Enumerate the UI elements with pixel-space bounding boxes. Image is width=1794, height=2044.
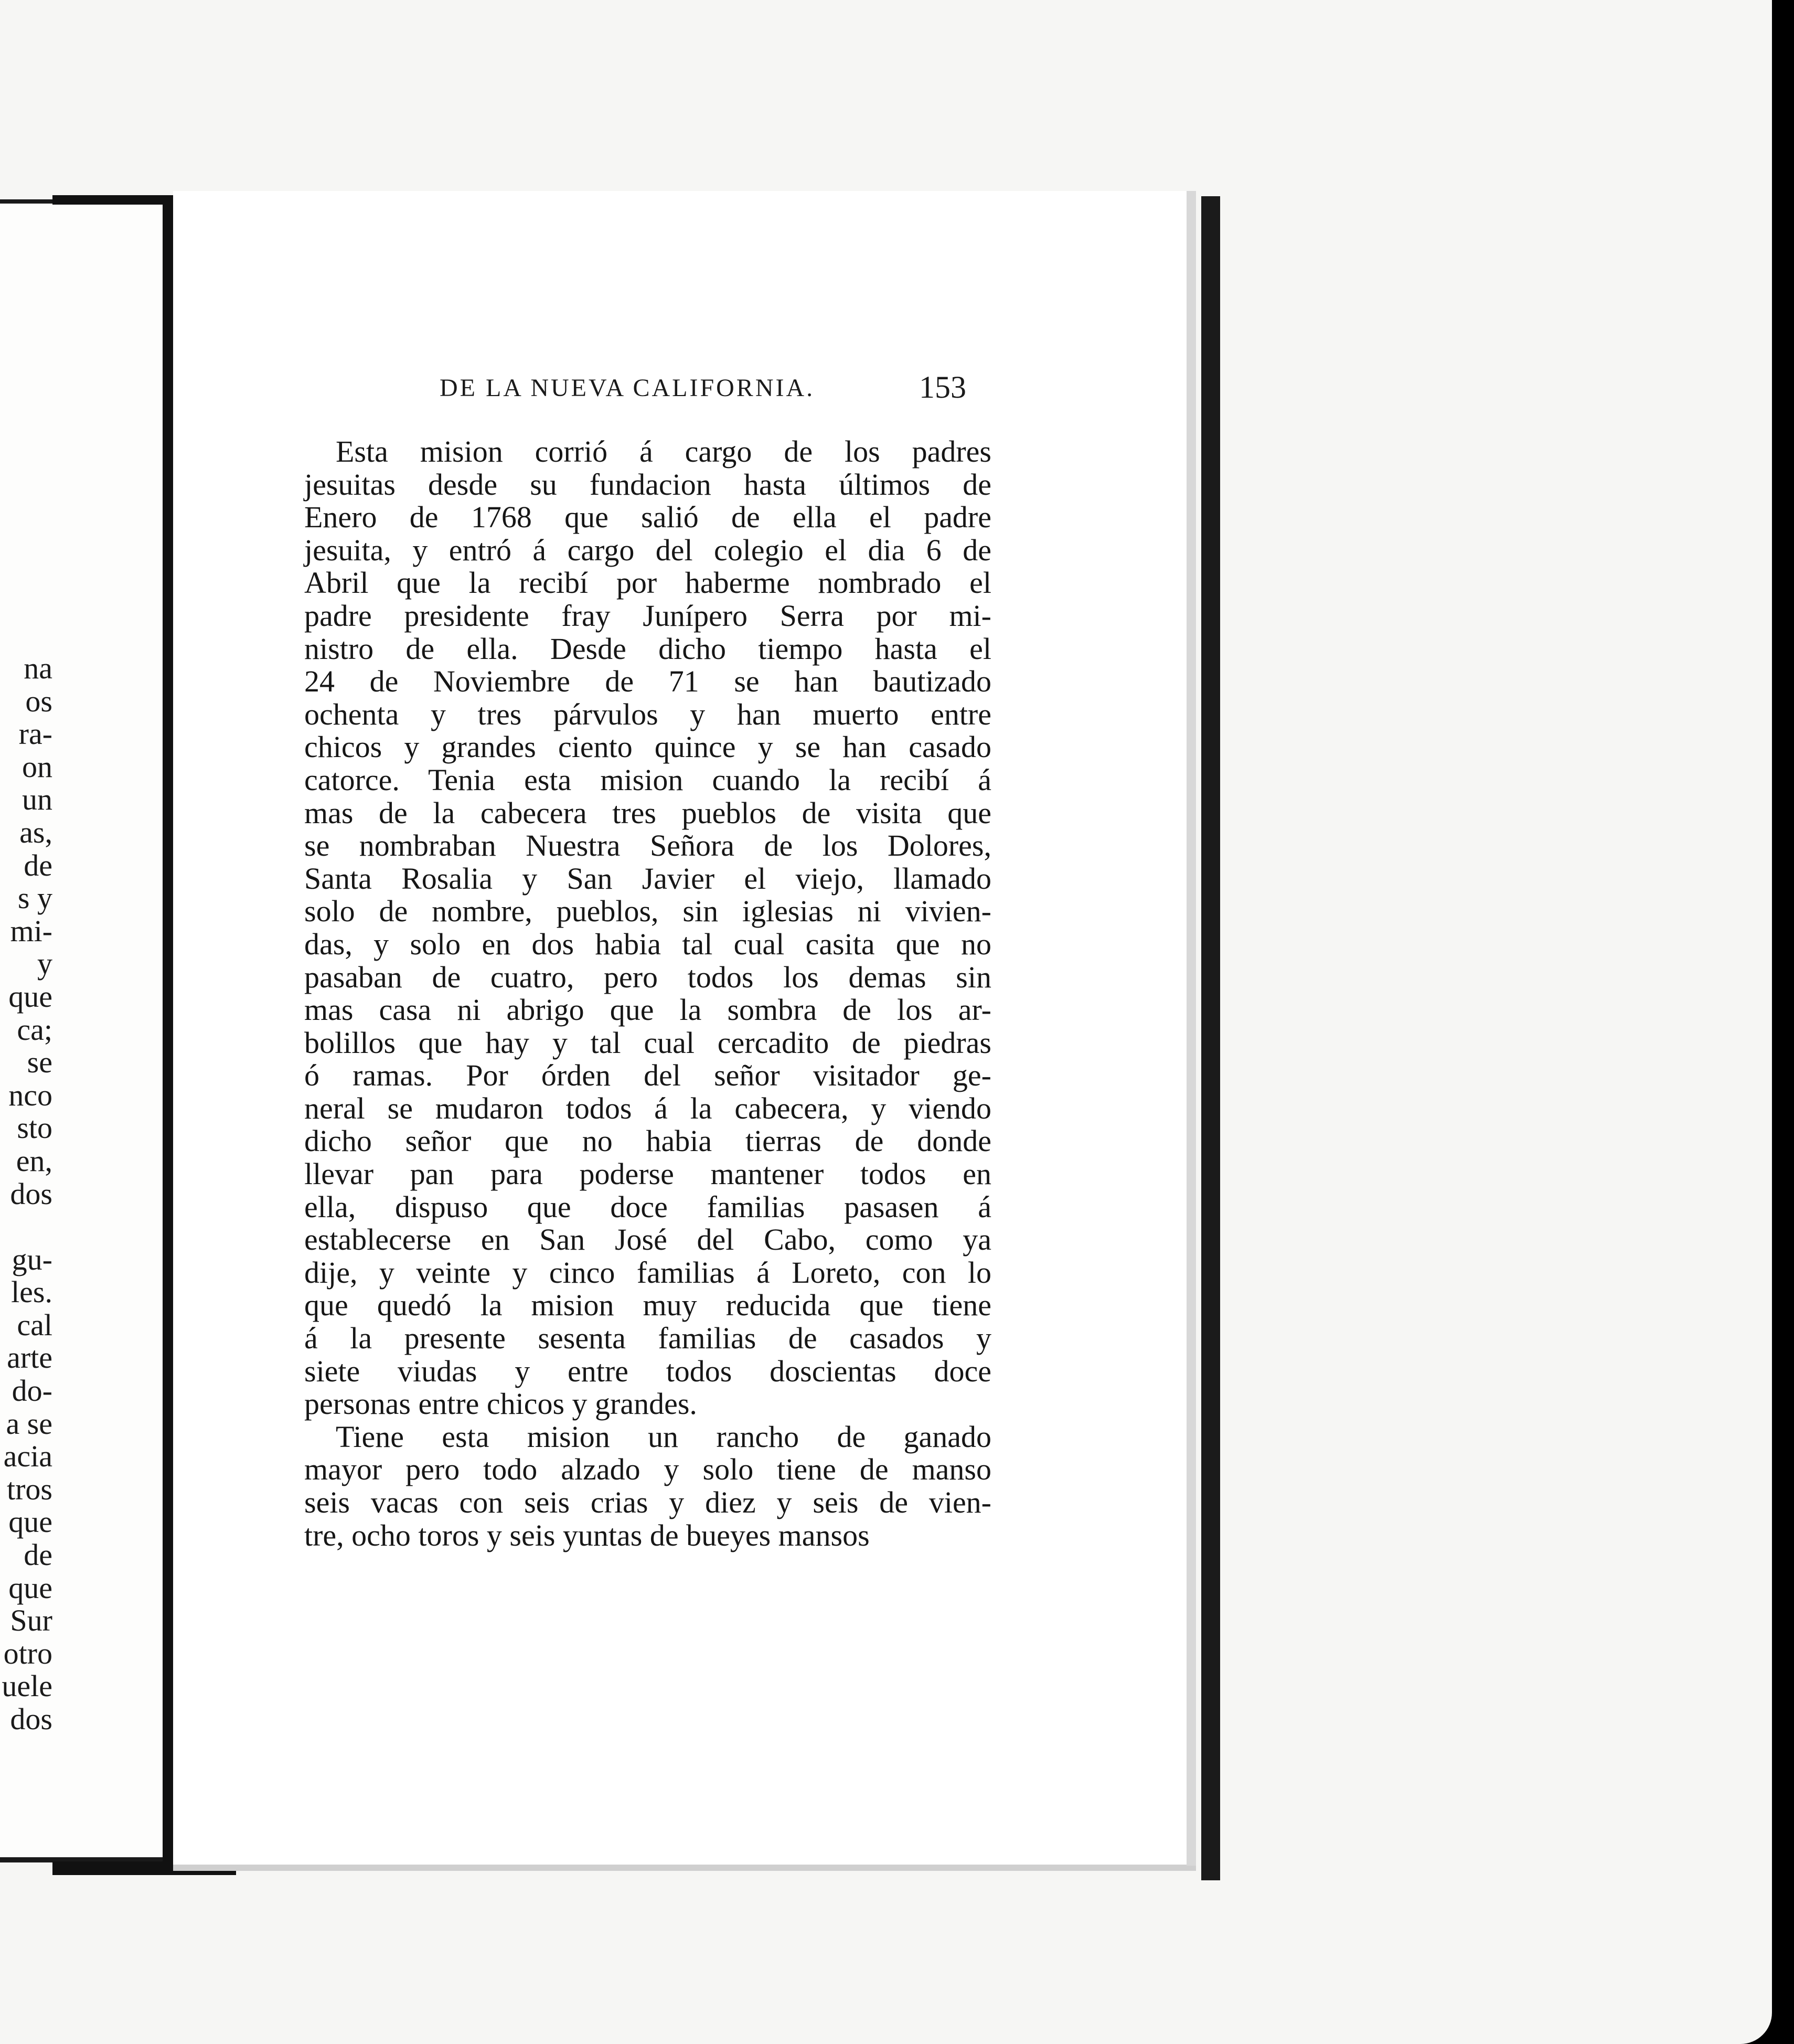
left-page-fragment: on bbox=[22, 749, 52, 784]
text-line: pasaban de cuatro, pero todos los demas sin bbox=[304, 960, 991, 994]
text-line: llevar pan para poderse mantener todos en bbox=[304, 1157, 991, 1191]
text-line: Abril que la recibí por haberme nombrado el bbox=[304, 566, 991, 600]
text-line: ella, dispuso que doce familias pasasen á bbox=[304, 1189, 991, 1224]
text-line: Santa Rosalia y San Javier el viejo, llamado bbox=[304, 861, 991, 896]
text-line: Enero de 1768 que salió de ella el padre bbox=[304, 500, 991, 535]
text-line: á la presente sesenta familias de casados y bbox=[304, 1321, 991, 1356]
running-head: DE LA NUEVA CALIFORNIA. bbox=[440, 374, 815, 402]
left-page-fragment: mi- bbox=[10, 913, 52, 948]
left-page-fragment: cal bbox=[17, 1307, 52, 1342]
text-line: 24 de Noviembre de 71 se han bautizado bbox=[304, 664, 991, 699]
left-page-fragment: que bbox=[8, 1505, 52, 1539]
text-line: ó ramas. Por órden del señor visitador ge- bbox=[304, 1058, 991, 1093]
left-page-fragment: de bbox=[24, 848, 52, 882]
text-line: catorce. Tenia esta mision cuando la recibí á bbox=[304, 762, 991, 797]
left-page-fragment: do- bbox=[12, 1374, 52, 1408]
text-line: que quedó la mision muy reducida que tiene bbox=[304, 1288, 991, 1323]
page-edge bbox=[1187, 191, 1196, 1866]
text-line: personas entre chicos y grandes. bbox=[304, 1387, 697, 1421]
left-page-fragment bbox=[0, 1210, 52, 1243]
left-page-fragment: les. bbox=[11, 1275, 52, 1310]
text-line: ochenta y tres párvulos y han muerto entre bbox=[304, 697, 991, 731]
text-line: Esta mision corrió á cargo de los padres bbox=[336, 434, 991, 469]
left-page-fragment: as, bbox=[19, 815, 52, 849]
text-line: solo de nombre, pueblos, sin iglesias ni vivien- bbox=[304, 894, 991, 929]
left-page-text-fragments bbox=[0, 652, 52, 1736]
left-page-fragment: en, bbox=[16, 1143, 52, 1178]
text-line: padre presidente fray Junípero Serra por mi- bbox=[304, 598, 991, 633]
left-page-fragment: uele bbox=[2, 1669, 52, 1704]
left-page-fragment: ca; bbox=[17, 1012, 52, 1047]
left-page-fragment: acia bbox=[3, 1439, 52, 1474]
left-page-fragment: arte bbox=[7, 1340, 52, 1375]
text-line: jesuitas desde su fundacion hasta últimos de bbox=[304, 467, 991, 502]
scan-border-right bbox=[1772, 0, 1794, 2044]
left-page-fragment: ra- bbox=[18, 717, 52, 751]
text-line: establecerse en San José del Cabo, como ya bbox=[304, 1222, 991, 1257]
text-line: bolillos que hay y tal cual cercadito de piedras bbox=[304, 1025, 991, 1060]
left-page-fragment: gu- bbox=[12, 1242, 52, 1276]
left-page-fragment: de bbox=[24, 1538, 52, 1572]
left-page-fragment: a se bbox=[6, 1406, 52, 1441]
text-line: Tiene esta mision un rancho de ganado bbox=[336, 1419, 991, 1454]
left-page-fragment: y bbox=[37, 946, 52, 981]
text-line: mas de la cabecera tres pueblos de visita que bbox=[304, 795, 991, 830]
text-line: jesuita, y entró á cargo del colegio el dia 6 de bbox=[304, 533, 991, 567]
text-line: mayor pero todo alzado y solo tiene de manso bbox=[304, 1452, 991, 1487]
book-cover-edge bbox=[1201, 196, 1220, 1880]
text-line: se nombraban Nuestra Señora de los Dolores, bbox=[304, 828, 991, 863]
text-line: nistro de ella. Desde dicho tiempo hasta el bbox=[304, 631, 991, 666]
body-text bbox=[304, 435, 991, 1552]
left-page-fragment: un bbox=[22, 782, 52, 817]
book-spine bbox=[163, 199, 173, 1862]
left-page bbox=[0, 199, 178, 1862]
text-line: seis vacas con seis crias y diez y seis de vien- bbox=[304, 1485, 991, 1519]
text-line: dije, y veinte y cinco familias á Loreto, con lo bbox=[304, 1255, 991, 1290]
text-line: das, y solo en dos habia tal cual casita que no bbox=[304, 927, 991, 961]
text-line: tre, ocho toros y seis yuntas de bueyes mansos bbox=[304, 1518, 870, 1552]
left-page-fragment: dos bbox=[10, 1176, 52, 1211]
left-page-fragment: tros bbox=[7, 1472, 52, 1506]
left-page-fragment: s y bbox=[17, 881, 52, 915]
left-page-fragment: Sur bbox=[10, 1603, 52, 1638]
left-page-fragment: que bbox=[8, 979, 52, 1014]
left-page-fragment: otro bbox=[3, 1636, 52, 1670]
page-number: 153 bbox=[919, 370, 966, 404]
left-page-fragment: os bbox=[25, 684, 52, 718]
left-page-fragment: na bbox=[24, 651, 52, 685]
left-page-fragment: dos bbox=[10, 1702, 52, 1736]
text-line: chicos y grandes ciento quince y se han casado bbox=[304, 730, 991, 764]
left-page-fragment: nco bbox=[8, 1078, 52, 1112]
left-page-fragment: que bbox=[8, 1570, 52, 1605]
left-page-fragment: sto bbox=[17, 1111, 52, 1145]
text-line: siete viudas y entre todos doscientas doce bbox=[304, 1354, 991, 1388]
text-line: dicho señor que no habia tierras de donde bbox=[304, 1124, 991, 1158]
text-line: mas casa ni abrigo que la sombra de los ar- bbox=[304, 993, 991, 1027]
text-line: neral se mudaron todos á la cabecera, y viendo bbox=[304, 1091, 991, 1125]
left-page-fragment: se bbox=[27, 1045, 52, 1080]
